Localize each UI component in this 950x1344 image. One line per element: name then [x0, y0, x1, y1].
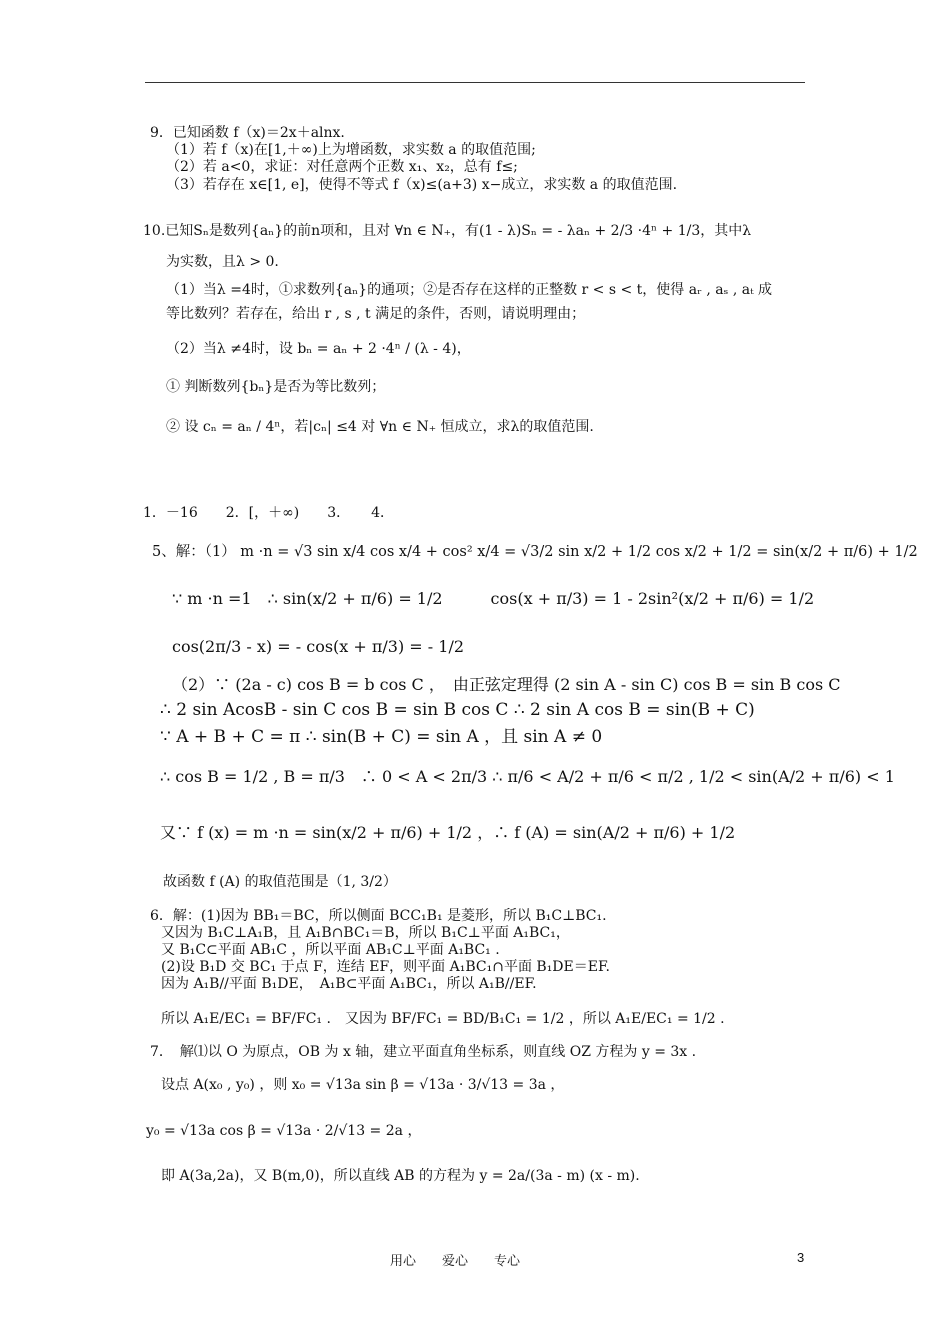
a5-line7: ∴ cos B = 1/2 , B = π/3 ∴ 0 < A < 2π/3 ∴ π/6 < A/2 + π/6 < π/2 , 1/2 < sin(A/2 + π/6) < 1 — [160, 767, 895, 786]
p10-sub1: ① 判断数列{bₙ}是否为等比数列； — [166, 379, 386, 395]
p10-part2: （2）当λ ≠4时，设 bₙ = aₙ + 2 ·4ⁿ / (λ - 4)， — [166, 341, 471, 357]
a5-line3: cos(2π/3 - x) = - cos(x + π/3) = - 1/2 — [172, 637, 465, 656]
a5-line6: ∵ A + B + C = π ∴ sin(B + C) = sin A ，且 sin A ≠ 0 — [160, 727, 603, 747]
page-number: 3 — [797, 1250, 805, 1265]
a6-line1: 6．解：(1)因为 BB₁＝BC，所以侧面 BCC₁B₁ 是菱形，所以 B₁C⊥BC₁. — [150, 908, 607, 924]
a7-line3: y₀ = √13a cos β = √13a · 2/√13 = 2a ， — [146, 1123, 422, 1139]
a6-line4: (2)设 B₁D 交 BC₁ 于点 F，连结 EF，则平面 A₁BC₁∩平面 B₁DE＝EF. — [161, 959, 610, 975]
p10-stem: 10.已知Sₙ是数列{aₙ}的前n项和，且对 ∀n ∈ N₊，有(1 - λ)Sₙ = - λaₙ + 2/3 ·4ⁿ + 1/3，其中λ — [143, 223, 752, 239]
p10-part1b: 等比数列？若存在，给出 r , s , t 满足的条件，否则，请说明理由； — [166, 306, 586, 322]
a5-line9: 故函数 f (A) 的取值范围是（1, 3/2） — [163, 874, 397, 890]
a7-line4: 即 A(3a,2a)，又 B(m,0)，所以直线 AB 的方程为 y = 2a/(3a - m) (x - m). — [161, 1168, 640, 1184]
p9-stem: 9．已知函数 f（x)＝2x＋alnx. — [150, 125, 345, 141]
answers-1-4: 1．－16 2．[，＋∞) 3． 4． — [143, 505, 395, 521]
header-rule — [145, 82, 805, 83]
a6-line3: 又 B₁C⊂平面 AB₁C ，所以平面 AB₁C⊥平面 A₁BC₁ . — [161, 942, 500, 958]
p10-stem2: 为实数，且λ > 0. — [166, 254, 279, 270]
p9-part3: （3）若存在 x∈[1, e]，使得不等式 f（x)≤(a+3) x−成立，求实数 a 的取值范围. — [166, 177, 678, 193]
p10-sub2: ② 设 cₙ = aₙ / 4ⁿ，若|cₙ| ≤4 对 ∀n ∈ N₊ 恒成立，求λ的取值范围. — [166, 419, 594, 435]
a5-line5: ∴ 2 sin AcosB - sin C cos B = sin B cos C ∴ 2 sin A cos B = sin(B + C) — [160, 700, 755, 720]
p9-part1: （1）若 f（x)在[1,＋∞)上为增函数，求实数 a 的取值范围; — [166, 142, 536, 158]
a7-line1: 7． 解⑴以 O 为原点，OB 为 x 轴，建立平面直角坐标系，则直线 OZ 方程为 y = 3x . — [150, 1044, 697, 1060]
a5-line1: 5、解：（1） m ·n = √3 sin x/4 cos x/4 + cos² x/4 = √3/2 sin x/2 + 1/2 cos x/2 + 1/2 = sin(x/2 + π/6) + 1/2 — [152, 544, 918, 560]
footer-slogan: 用心 爱心 专心 — [390, 1254, 521, 1269]
a7-line2: 设点 A(x₀ , y₀) ，则 x₀ = √13a sin β = √13a · 3/√13 = 3a ， — [161, 1077, 565, 1093]
a5-line4: （2）∵ (2a - c) cos B = b cos C ， 由正弦定理得 (2 sin A - sin C) cos B = sin B cos C — [172, 675, 841, 694]
a6-line5: 因为 A₁B//平面 B₁DE， A₁B⊂平面 A₁BC₁，所以 A₁B//EF. — [161, 976, 537, 992]
a5-line8: 又∵ f (x) = m ·n = sin(x/2 + π/6) + 1/2 ，∴ f (A) = sin(A/2 + π/6) + 1/2 — [160, 823, 736, 842]
a6-line6: 所以 A₁E/EC₁ = BF/FC₁ . 又因为 BF/FC₁ = BD/B₁C₁ = 1/2 ，所以 A₁E/EC₁ = 1/2 . — [161, 1011, 725, 1027]
a5-line2: ∵ m ·n =1 ∴ sin(x/2 + π/6) = 1/2 cos(x + π/3) = 1 - 2sin²(x/2 + π/6) = 1/2 — [172, 589, 815, 608]
p9-part2: （2）若 a<0，求证：对任意两个正数 x₁、x₂，总有 f≤; — [166, 159, 518, 175]
a6-line2: 又因为 B₁C⊥A₁B，且 A₁B∩BC₁＝B，所以 B₁C⊥平面 A₁BC₁， — [161, 925, 570, 941]
p10-part1a: （1）当λ =4时，①求数列{aₙ}的通项；②是否存在这样的正整数 r < s < t，使得 aᵣ , aₛ , aₜ 成 — [166, 282, 772, 298]
